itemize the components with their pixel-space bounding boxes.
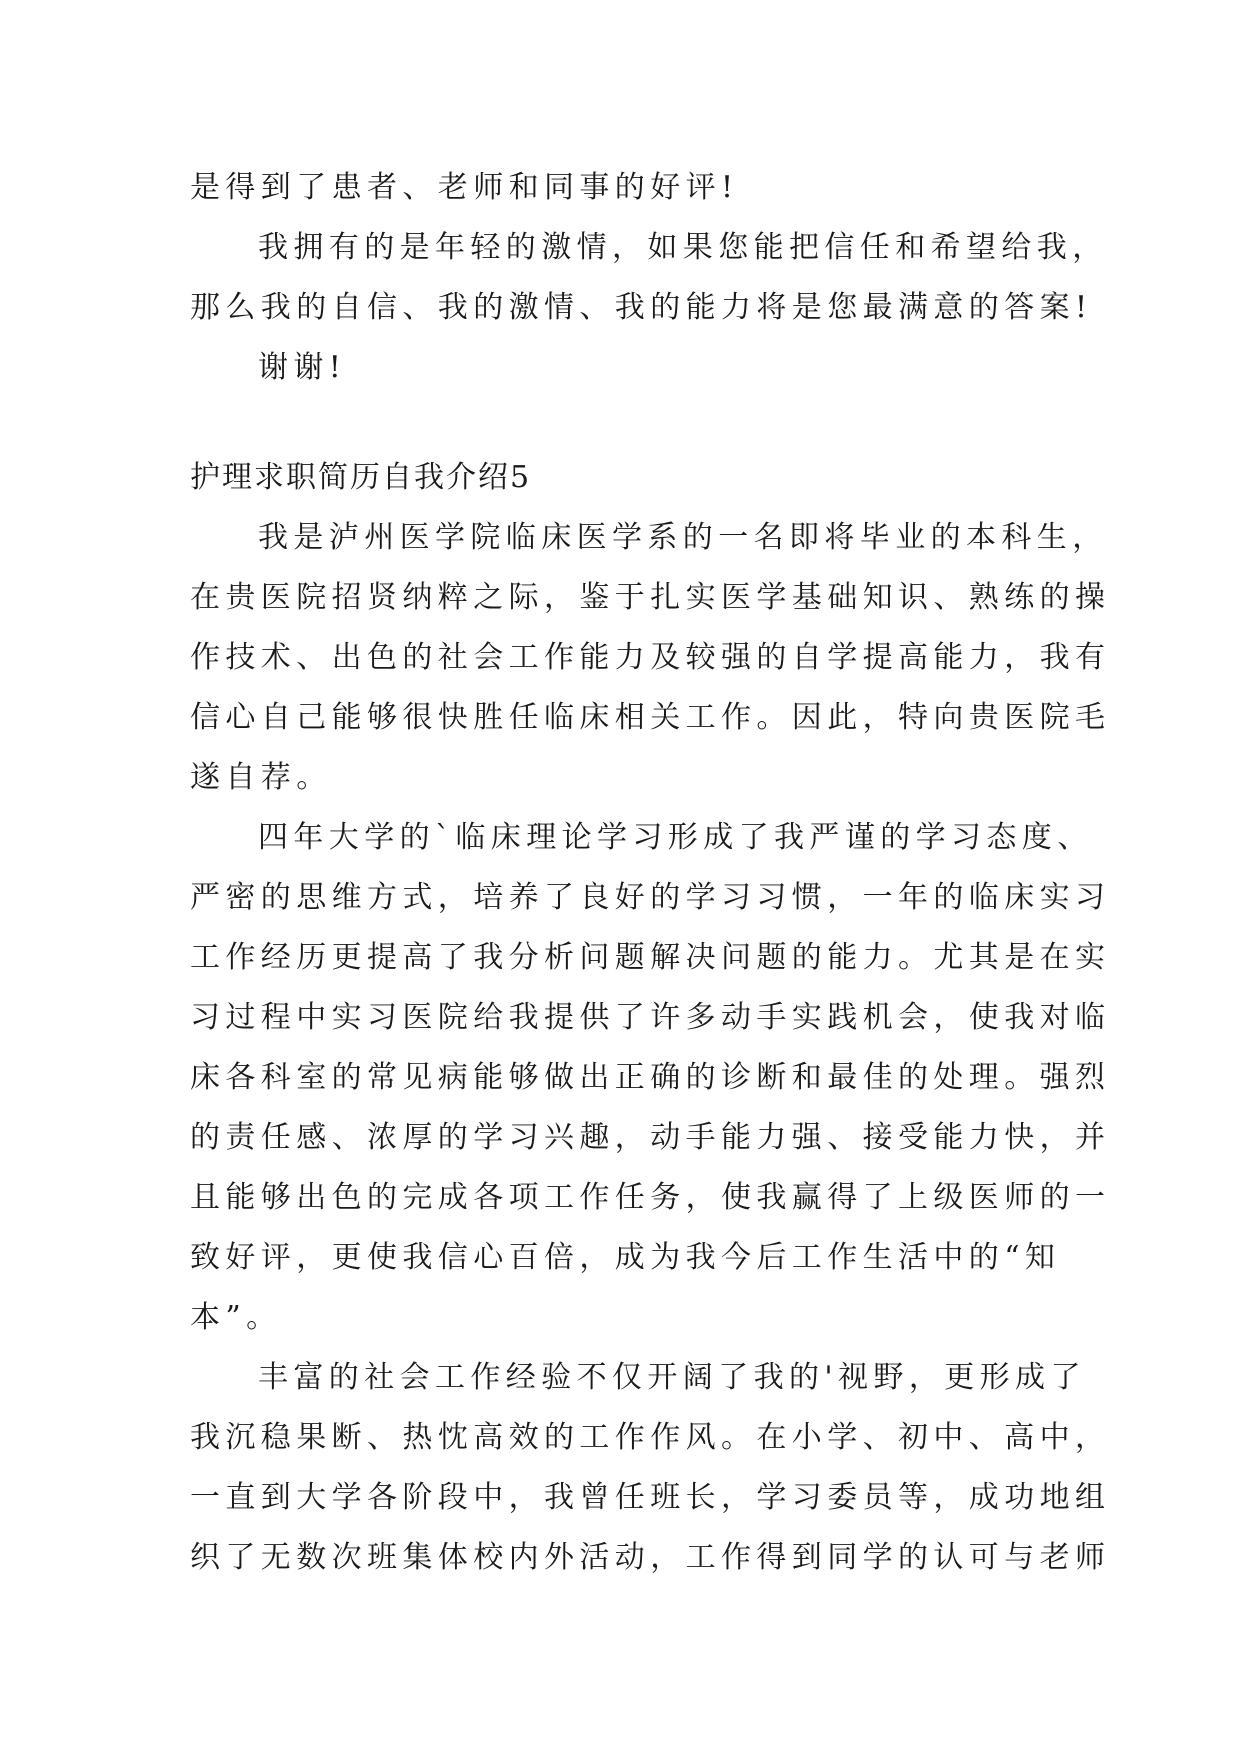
paragraph <box>190 338 1070 398</box>
text-line: 严密的思维方式，培养了良好的学习习惯，一年的临床实习 <box>190 880 1111 915</box>
text-line: 丰富的社会工作经验不仅开阔了我的'视野，更形成了 <box>258 1360 1086 1395</box>
text-line: 四年大学的`临床理论学习形成了我严谨的学习态度、 <box>258 820 1093 855</box>
text-line: 本”。 <box>190 1300 282 1335</box>
text-line: 床各科室的常见病能够做出正确的诊断和最佳的处理。强烈 <box>190 1060 1111 1095</box>
text-line: 一直到大学各阶段中，我曾任班长，学习委员等，成功地组 <box>190 1480 1111 1515</box>
text-line: 织了无数次班集体校内外活动，工作得到同学的认可与老师 <box>190 1540 1111 1575</box>
text-line: 的责任感、浓厚的学习兴趣，动手能力强、接受能力快，并 <box>190 1120 1111 1155</box>
document-page <box>190 158 1111 1588</box>
section-gap <box>190 398 1070 448</box>
text-line: 作技术、出色的社会工作能力及较强的自学提高能力，我有 <box>190 640 1111 675</box>
text-line: 且能够出色的完成各项工作任务，使我赢得了上级医师的一 <box>190 1180 1111 1215</box>
text-line: 是得到了患者、老师和同事的好评! <box>190 170 739 205</box>
text-line: 工作经历更提高了我分析问题解决问题的能力。尤其是在实 <box>190 940 1111 975</box>
text-line: 信心自己能够很快胜任临床相关工作。因此，特向贵医院毛 <box>190 700 1111 735</box>
text-line: 在贵医院招贤纳粹之际，鉴于扎实医学基础知识、熟练的操 <box>190 580 1111 615</box>
paragraph <box>190 158 1070 218</box>
section-heading <box>190 448 1070 508</box>
text-line: 致好评，更使我信心百倍，成为我今后工作生活中的“知 <box>190 1240 1061 1275</box>
text-line: 谢谢! <box>258 350 347 385</box>
heading-line: 护理求职简历自我介绍5 <box>190 460 532 495</box>
paragraph <box>190 1348 1111 1588</box>
text-line: 我是泸州医学院临床医学系的一名即将毕业的本科生， <box>258 520 1108 555</box>
paragraph <box>190 508 1111 808</box>
text-line: 遂自荐。 <box>190 760 332 795</box>
paragraph <box>190 808 1111 1348</box>
text-line: 那么我的自信、我的激情、我的能力将是您最满意的答案! <box>190 290 1093 325</box>
paragraph <box>190 218 1108 338</box>
text-line: 习过程中实习医院给我提供了许多动手实践机会，使我对临 <box>190 1000 1111 1035</box>
text-line: 我沉稳果断、热忱高效的工作作风。在小学、初中、高中， <box>190 1420 1111 1455</box>
text-line: 我拥有的是年轻的激情，如果您能把信任和希望给我， <box>258 230 1108 265</box>
